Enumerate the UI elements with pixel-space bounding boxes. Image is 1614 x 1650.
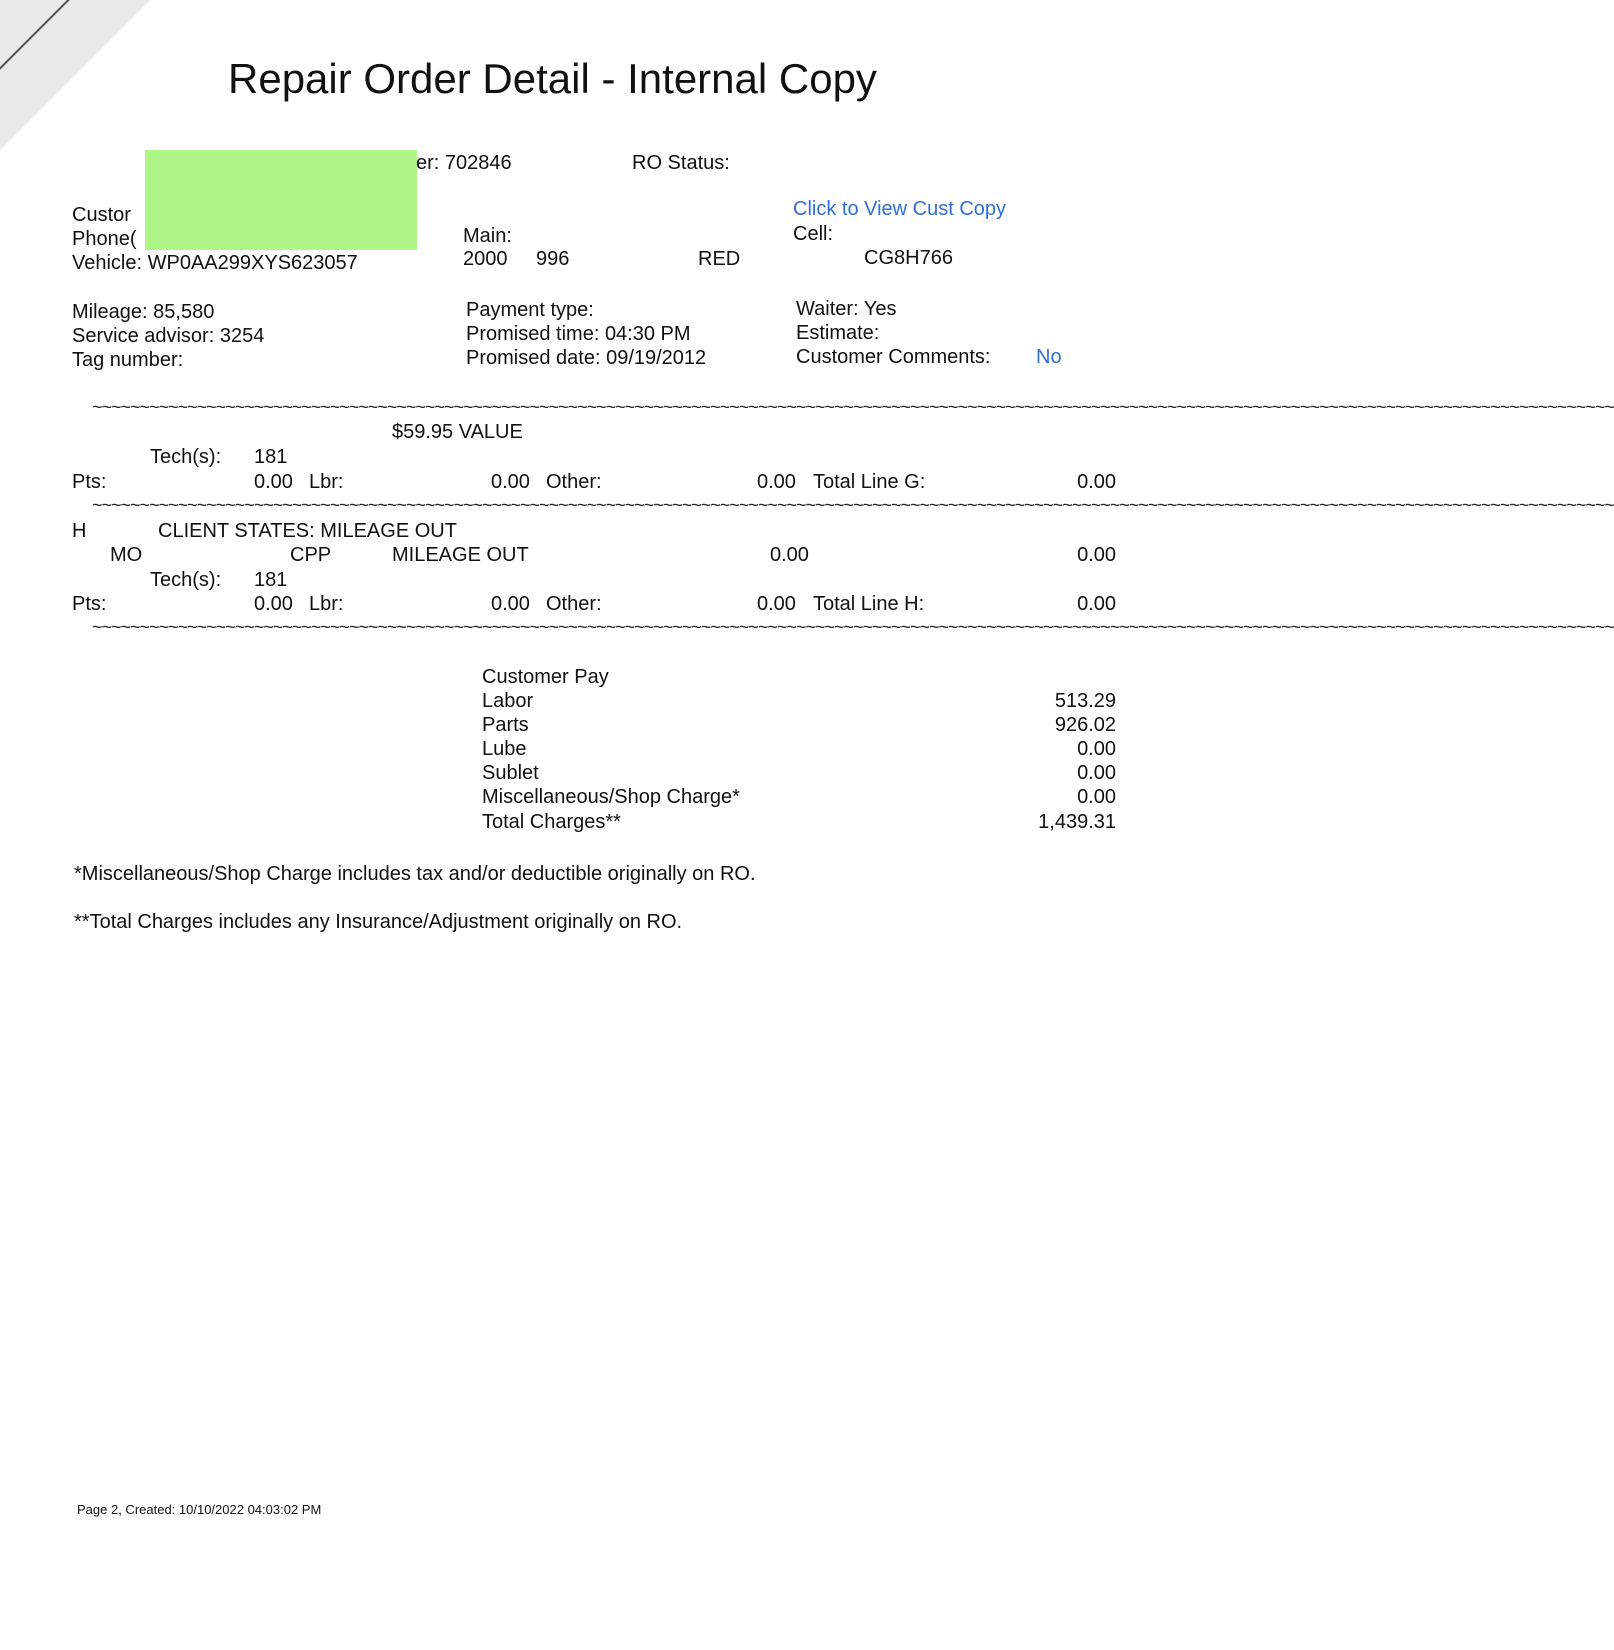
vehicle-model: 996 bbox=[536, 248, 570, 270]
waiter-row bbox=[796, 297, 896, 321]
line-g-other-label: Other: bbox=[546, 471, 602, 493]
separator: ~~~~~~~~~~~~~~~~~~~~~~~~~~~~~~~~~~~~~~~~~~~~~~~~~~~~~~~~~~~~~~~~~~~~~~~~~~~~~~~~~~~~~~~~~~~~~~~~~~~~~~~~~~~~~~~~~~~~~~~~~~~~~~~~~~~~~~~~~~~~~~~~~~~~~~~~~~~~~~~~ bbox=[92, 397, 1614, 417]
note-misc-charge: *Miscellaneous/Shop Charge includes tax and/or deductible originally on RO. bbox=[74, 863, 756, 885]
line-h-other: 0.00 bbox=[757, 593, 796, 615]
customer-label: Custor bbox=[72, 204, 131, 226]
customer-comments-link[interactable]: No bbox=[1036, 346, 1062, 368]
line-g-pts-label: Pts: bbox=[72, 471, 107, 493]
totals-label-misc: Miscellaneous/Shop Charge* bbox=[482, 786, 740, 808]
line-h-description: MILEAGE OUT bbox=[392, 544, 529, 566]
mileage-row bbox=[72, 300, 214, 324]
line-g-total: 0.00 bbox=[1077, 471, 1116, 493]
waiter-value: Yes bbox=[863, 298, 897, 320]
line-g-description: $59.95 VALUE bbox=[392, 421, 523, 443]
service-advisor-value: 3254 bbox=[219, 325, 265, 347]
promised-time-value: 04:30 PM bbox=[604, 323, 691, 345]
line-h-lbr: 0.00 bbox=[491, 593, 530, 615]
totals-value-lube: 0.00 bbox=[1077, 738, 1116, 760]
promised-date-value: 09/19/2012 bbox=[606, 347, 707, 369]
line-h-total: 0.00 bbox=[1077, 593, 1116, 615]
line-h-pts: 0.00 bbox=[254, 593, 293, 615]
page-footer: Page 2, Created: 10/10/2022 04:03:02 PM bbox=[77, 1502, 322, 1517]
ro-number-label: er: bbox=[416, 152, 440, 174]
totals-value-parts: 926.02 bbox=[1054, 714, 1116, 736]
line-h-lbr-label: Lbr: bbox=[309, 593, 344, 615]
payment-type-label: Payment type: bbox=[466, 299, 594, 321]
line-h-letter: H bbox=[72, 520, 87, 542]
separator: ~~~~~~~~~~~~~~~~~~~~~~~~~~~~~~~~~~~~~~~~~~~~~~~~~~~~~~~~~~~~~~~~~~~~~~~~~~~~~~~~~~~~~~~~~~~~~~~~~~~~~~~~~~~~~~~~~~~~~~~~~~~~~~~~~~~~~~~~~~~~~~~~~~~~~~~~~~~~~~~~ bbox=[92, 617, 1614, 637]
totals-value-labor: 513.29 bbox=[1054, 690, 1116, 712]
license-plate: CG8H766 bbox=[864, 247, 953, 269]
line-g-total-label: Total Line G: bbox=[813, 471, 926, 493]
vehicle-year: 2000 bbox=[463, 248, 508, 270]
phone-label: Phone( bbox=[72, 228, 137, 250]
totals-label-parts: Parts bbox=[482, 714, 529, 736]
promised-date-label: Promised date: bbox=[466, 347, 601, 369]
line-h-hours: 0.00 bbox=[770, 544, 809, 566]
line-g-other: 0.00 bbox=[757, 471, 796, 493]
promised-time-row bbox=[466, 322, 691, 346]
line-h-op-code: MO bbox=[110, 544, 143, 566]
line-g-techs-label: Tech(s): bbox=[150, 446, 222, 468]
service-advisor-label: Service advisor: bbox=[72, 325, 215, 347]
line-h-techs-label: Tech(s): bbox=[150, 569, 222, 591]
totals-heading: Customer Pay bbox=[482, 666, 609, 688]
line-h-pay-type: CPP bbox=[290, 544, 332, 566]
ro-status-label: RO Status: bbox=[632, 152, 730, 174]
vehicle-row bbox=[72, 251, 358, 275]
line-h-amount: 0.00 bbox=[1077, 544, 1116, 566]
promised-time-label: Promised time: bbox=[466, 323, 600, 345]
line-h-total-label: Total Line H: bbox=[813, 593, 925, 615]
totals-value-misc: 0.00 bbox=[1077, 786, 1116, 808]
tag-number-label: Tag number: bbox=[72, 349, 184, 371]
separator: ~~~~~~~~~~~~~~~~~~~~~~~~~~~~~~~~~~~~~~~~~~~~~~~~~~~~~~~~~~~~~~~~~~~~~~~~~~~~~~~~~~~~~~~~~~~~~~~~~~~~~~~~~~~~~~~~~~~~~~~~~~~~~~~~~~~~~~~~~~~~~~~~~~~~~~~~~~~~~~~~ bbox=[92, 495, 1614, 515]
waiter-label: Waiter: bbox=[796, 298, 859, 320]
totals-label-lube: Lube bbox=[482, 738, 527, 760]
line-g-lbr: 0.00 bbox=[491, 471, 530, 493]
line-h-pts-label: Pts: bbox=[72, 593, 107, 615]
main-label: Main: bbox=[463, 225, 512, 247]
view-cust-copy-link[interactable]: Click to View Cust Copy bbox=[793, 198, 1007, 220]
customer-comments-label: Customer Comments: bbox=[796, 346, 991, 368]
line-g-techs: 181 bbox=[254, 446, 288, 468]
line-h-complaint: CLIENT STATES: MILEAGE OUT bbox=[158, 520, 457, 542]
vehicle-vin: WP0AA299XYS623057 bbox=[147, 252, 358, 274]
vehicle-color: RED bbox=[698, 248, 741, 270]
totals-value-total: 1,439.31 bbox=[1038, 811, 1116, 833]
cell-label: Cell: bbox=[793, 223, 834, 245]
line-h-techs: 181 bbox=[254, 569, 288, 591]
totals-value-sublet: 0.00 bbox=[1077, 762, 1116, 784]
page-fold bbox=[0, 0, 150, 150]
service-advisor-row bbox=[72, 324, 264, 348]
vehicle-label: Vehicle: bbox=[72, 252, 143, 274]
line-g-pts: 0.00 bbox=[254, 471, 293, 493]
ro-number-row bbox=[416, 151, 512, 175]
totals-label-labor: Labor bbox=[482, 690, 534, 712]
totals-label-total: Total Charges** bbox=[482, 811, 621, 833]
page-title: Repair Order Detail - Internal Copy bbox=[228, 55, 877, 102]
promised-date-row bbox=[466, 346, 706, 370]
mileage-label: Mileage: bbox=[72, 301, 148, 323]
ro-number: 702846 bbox=[444, 152, 512, 174]
line-g-lbr-label: Lbr: bbox=[309, 471, 344, 493]
note-total-charges: **Total Charges includes any Insurance/Adjustment originally on RO. bbox=[74, 911, 683, 933]
estimate-label: Estimate: bbox=[796, 322, 880, 344]
line-h-other-label: Other: bbox=[546, 593, 602, 615]
mileage-value: 85,580 bbox=[153, 301, 215, 323]
redaction-box bbox=[145, 150, 417, 250]
totals-label-sublet: Sublet bbox=[482, 762, 539, 784]
